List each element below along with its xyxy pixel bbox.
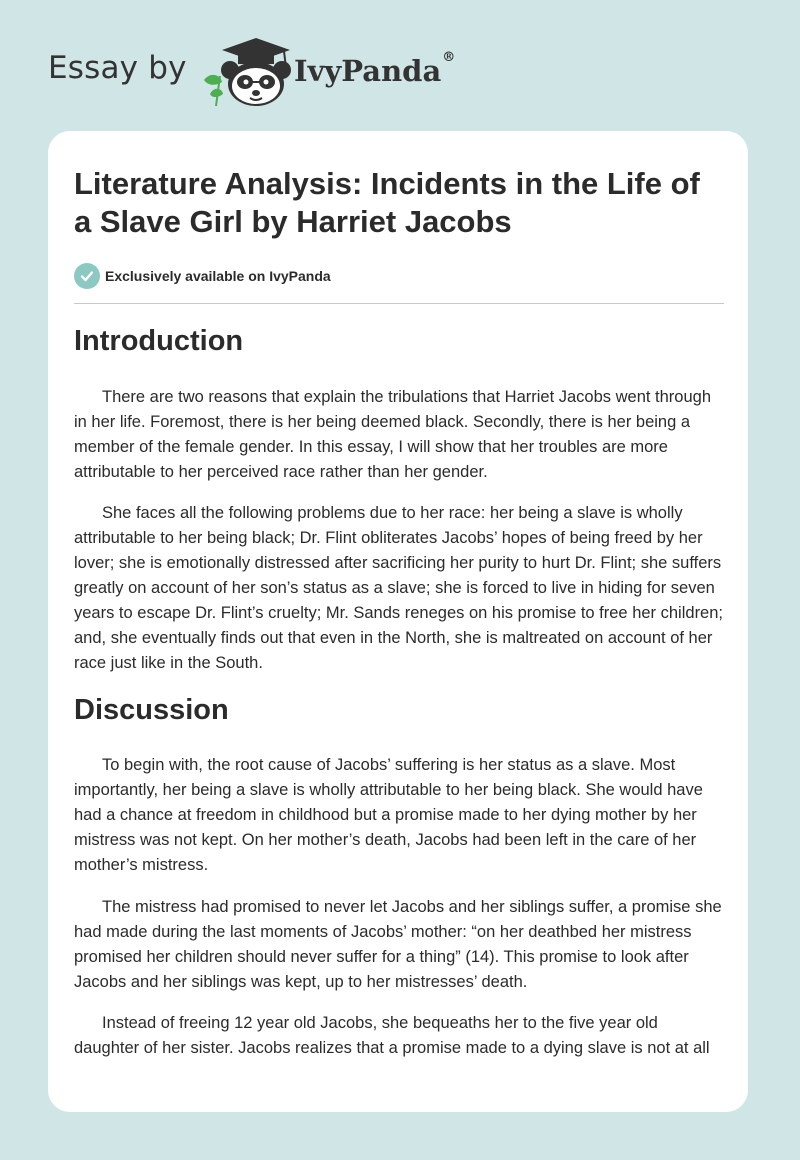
paragraph: She faces all the following problems due to her race: her being a slave is wholly attributable to her being black; Dr. Flint obliterates Jacobs’ hopes of being freed by her lover; she is emotionally distressed after sacrificing her purity to hurt Dr. Flint; she suffers greatly on account of her son’s status as a slave; she is forced to live in hiding for seven years to escape Dr. Flint’s cruelty; Mr. Sands reneges on his promise to free her children; and, she eventually finds out that even in the North, she is maltreated on account of her race just like in the South. xyxy=(74,504,723,672)
essay-card xyxy=(48,131,748,1112)
exclusive-label: Exclusively available on IvyPanda xyxy=(105,268,331,284)
paragraph: There are two reasons that explain the tribulations that Harriet Jacobs went through in her life. Foremost, there is her being deemed black. Secondly, there is her being a member of the female gender. In this essay, I will show that her troubles are more attributable to her perceived race rather than her gender. xyxy=(74,388,712,481)
page-title: Literature Analysis: Incidents in the Life of a Slave Girl by Harriet Jacobs xyxy=(74,166,700,239)
essay-by-label: Essay by xyxy=(48,50,187,86)
section-heading-introduction: Introduction xyxy=(74,325,244,357)
site-header xyxy=(48,36,508,108)
paragraph: To begin with, the root cause of Jacobs’ suffering is her status as a slave. Most importantly, her being a slave is wholly attributable to her being black. She would have had a chance at freedom in childhood but a promise made to her dying mother by her mistress was not kept. On her mother’s death, Jacobs had been left in the care of her mother’s mistress. xyxy=(74,756,703,874)
section-heading-discussion: Discussion xyxy=(74,694,229,726)
divider xyxy=(74,303,724,304)
paragraph: Instead of freeing 12 year old Jacobs, she bequeaths her to the five year old daughter of her sister. Jacobs realizes that a promise made to a dying slave is not at all xyxy=(74,1014,710,1057)
registered-mark: ® xyxy=(442,50,456,65)
brand-text: IvyPanda xyxy=(294,54,442,88)
paragraph: The mistress had promised to never let Jacobs and her siblings suffer, a promise she had made during the last moments of Jacobs’ mother: “on her deathbed her mistress promised her children should never suffer for a thing” (14). This promise to look after Jacobs and her siblings was kept, up to her mistresses’ death. xyxy=(74,898,722,991)
brand-name[interactable] xyxy=(294,50,456,88)
check-icon xyxy=(74,263,100,289)
panda-logo-icon[interactable] xyxy=(202,36,292,108)
exclusive-badge xyxy=(74,263,331,289)
